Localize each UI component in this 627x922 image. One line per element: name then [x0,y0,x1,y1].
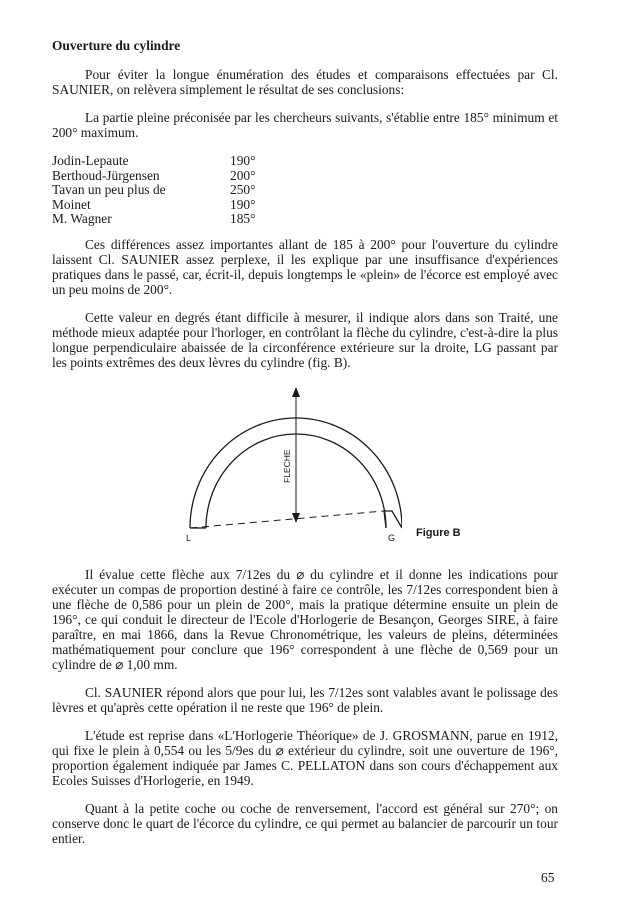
researcher-name: M. Wagner [52,211,112,227]
section-heading: Ouverture du cylindre [52,38,181,53]
researcher-value: 190° [230,153,256,168]
researcher-name: Moinet [52,196,91,212]
list-item [52,197,558,212]
researcher-value: 250° [230,182,256,198]
chord-lg [190,511,384,528]
paragraph-5: Il évalue cette flèche aux 7/12es du ⌀ du cylindre et il donne les indications pour exécuter un compas de proportion destiné à faire ce contrôle, les 7/12es correspondent bien à une flèche de 0,586 pour un plein de 200°, mais la pratique détermine ensuite un plein de 196°, ce qui conduit le directeur de l'Ecole d'Horlogerie de Besançon, Georges SIRE, à faire paraître, en mai 1866, dans la Revue Chronométrique, les valeurs de pleins, déterminées mathématiquement pour conclure que 196° correspondent à une flèche de 0,569 pour un cylindre de ⌀ 1,00 mm. [52,566,558,672]
point-g-label: G [388,532,396,543]
page-content [52,38,558,859]
arrow-up-icon [292,387,300,397]
list-item [52,182,558,197]
figure-caption: Figure B [416,526,461,539]
paragraph-8: Quant à la petite coche ou coche de renversement, l'accord est général sur 270°; on conserve donc le quart de l'écorce du cylindre, ce qui permet au balancier de parcourir un tour entier. [52,800,558,846]
researcher-name: Berthoud-Jürgensen [52,167,160,183]
list-item [52,168,558,183]
paragraph-4: Cette valeur en degrés étant difficile à mesurer, il indique alors dans son Traité, une méthode mieux adaptée pour l'horloger, en contrôlant la flèche du cylindre, c'est-à-dire la plus longue perpendiculaire abaissée de la circonférence extérieure sur la droite, LG passant par les points extrêmes des deux lèvres du cylindre (fig. B). [52,309,558,370]
paragraph-2: La partie pleine préconisée par les chercheurs suivants, s'établie entre 185° minimum et 200° maximum. [52,110,558,140]
cylinder-diagram [162,383,402,543]
cylinder-right-lip [384,511,402,528]
researcher-value: 185° [230,211,256,227]
researcher-value: 200° [230,167,256,183]
list-item [52,153,558,168]
researcher-value: 190° [230,196,256,212]
page-number: 65 [541,870,555,885]
point-l-label: L [186,532,192,543]
fleche-label: FLECHE [282,449,292,483]
figure-b [52,383,558,547]
paragraph-6: Cl. SAUNIER répond alors que pour lui, les 7/12es sont valables avant le polissage des lèvres et qu'après cette opération il ne reste que 196° de plein. [52,684,558,715]
list-item [52,211,558,226]
paragraph-7: L'étude est reprise dans «L'Horlogerie Théorique» de J. GROSMANN, parue en 1912, qui fixe le plein à 0,554 ou les 5/9es du ⌀ extérieur du cylindre, soit une ouverture de 196°, proportion également indiquée par James C. PELLATON dans son cours d'échappement aux Ecoles Suisses d'Horlogerie, en 1949. [52,727,558,788]
researcher-name: Tavan un peu plus de [52,182,166,198]
paragraph-3: Ces différences assez importantes allant de 185 à 200° pour l'ouverture du cylindre laissent Cl. SAUNIER assez perplexe, il les explique par une insuffisance d'expériences pratiques dans le passé, car, écrit-il, depuis longtemps le «plein» de l'écorce est employé avec un peu moins de 200°. [52,236,558,297]
researcher-list [52,153,558,226]
researcher-name: Jodin-Lepaute [52,153,129,168]
paragraph-1: Pour éviter la longue énumération des études et comparaisons effectuées par Cl. SAUNIER, on relèvera simplement le résultat de ses conclusions: [52,67,558,97]
